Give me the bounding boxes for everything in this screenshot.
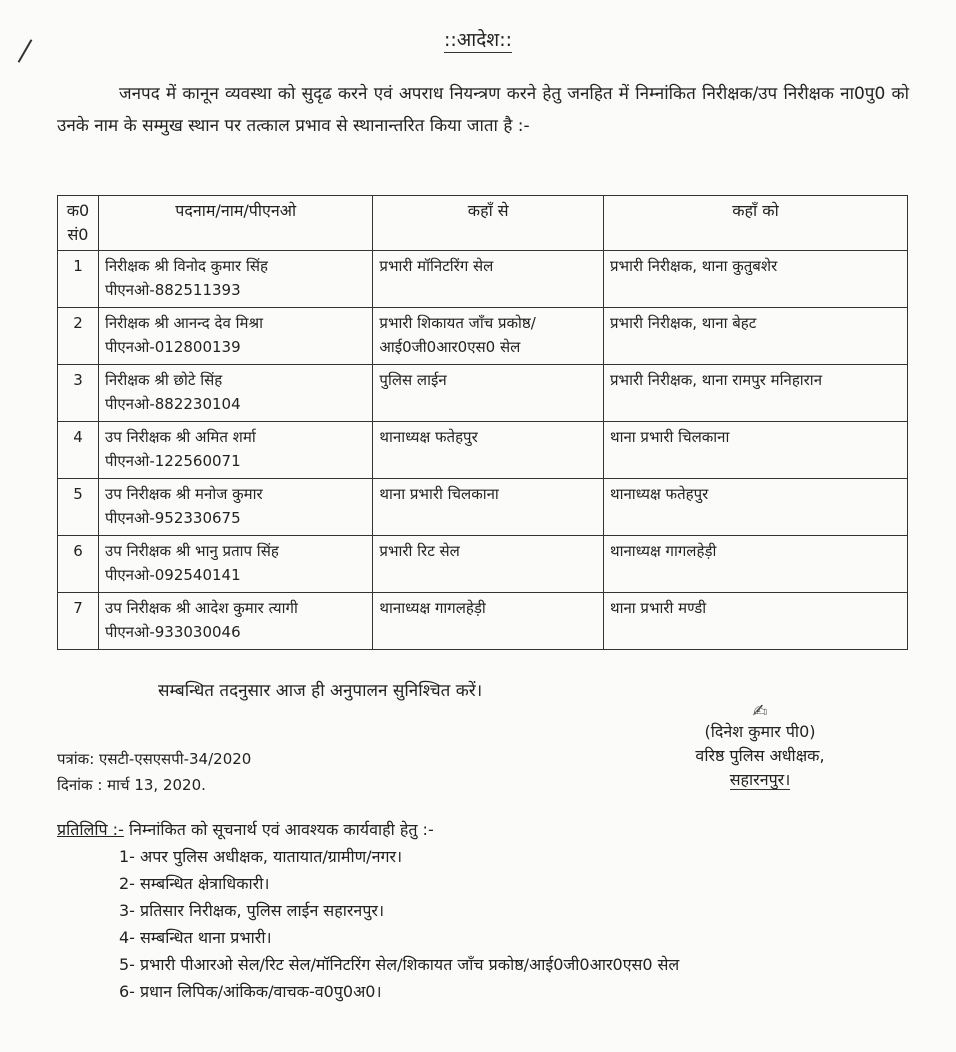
cell-to: प्रभारी निरीक्षक, थाना कुतुबशेर: [603, 251, 907, 308]
officer-name: उप निरीक्षक श्री भानु प्रताप सिंह: [104, 542, 279, 560]
intro-text: जनपद में कानून व्यवस्था को सुदृढ करने एवं अपराध नियन्त्रण करने हेतु जनहित में निम्नांकित निरीक्षक/उप निरीक्षक ना0पु0 को उनके नाम के सम्मुख स्थान पर तत्काल प्रभाव से स्थानान्तरित किया जाता है :-: [57, 84, 909, 136]
table-row: [58, 479, 908, 536]
cell-to: थानाध्यक्ष गागलहेड़ी: [603, 536, 907, 593]
cell-sno: 6: [58, 536, 99, 593]
signatory-city: सहारनपुर।: [729, 770, 791, 789]
officer-name: उप निरीक्षक श्री अमित शर्मा: [104, 428, 256, 446]
cell-sno: 2: [58, 308, 99, 365]
table-row: [58, 251, 908, 308]
closing-line: सम्बन्धित तदनुसार आज ही अनुपालन सुनिश्चित करें।: [158, 681, 483, 701]
table-row: [58, 593, 908, 650]
officer-name: निरीक्षक श्री आनन्द देव मिश्रा: [104, 314, 263, 332]
cell-name: [98, 422, 372, 479]
officer-pno: पीएनओ-012800139: [104, 338, 241, 356]
cell-sno: 7: [58, 593, 99, 650]
cell-to: थाना प्रभारी मण्डी: [603, 593, 907, 650]
copy-to-section: [57, 816, 679, 1005]
officer-pno: पीएनओ-882511393: [104, 281, 241, 299]
table-row: [58, 365, 908, 422]
officer-name: निरीक्षक श्री छोटे सिंह: [104, 371, 223, 389]
title-text: ::आदेश::: [443, 29, 513, 51]
copy-to-heading: [57, 816, 679, 843]
cell-from: प्रभारी शिकायत जाँच प्रकोष्ठ/ आई0जी0आर0एस0 सेल: [373, 308, 604, 365]
document-title: [0, 26, 956, 52]
officer-pno: पीएनओ-882230104: [104, 395, 241, 413]
officer-pno: पीएनओ-952330675: [104, 509, 241, 527]
cell-sno: 4: [58, 422, 99, 479]
cell-from: थानाध्यक्ष फतेहपुर: [373, 422, 604, 479]
header-to: कहाँ को: [603, 196, 907, 251]
header-name: पदनाम/नाम/पीएनओ: [98, 196, 372, 251]
signatory-city-wrap: [660, 768, 860, 792]
cell-name: [98, 308, 372, 365]
reference-block: [57, 746, 251, 798]
cell-to: थाना प्रभारी चिलकाना: [603, 422, 907, 479]
table-row: [58, 422, 908, 479]
officer-name: उप निरीक्षक श्री आदेश कुमार त्यागी: [104, 599, 298, 617]
cell-from: प्रभारी मॉनिटरिंग सेल: [373, 251, 604, 308]
copy-to-list: [57, 843, 679, 1005]
table-header-row: [58, 196, 908, 251]
copy-to-text: निम्नांकित को सूचनार्थ एवं आवश्यक कार्यवाही हेतु :-: [128, 820, 434, 839]
list-item: 6- प्रधान लिपिक/आंकिक/वाचक-व0पु0अ0।: [119, 982, 382, 1001]
cell-name: [98, 251, 372, 308]
cell-from: थाना प्रभारी चिलकाना: [373, 479, 604, 536]
cell-sno: 5: [58, 479, 99, 536]
cell-from: प्रभारी रिट सेल: [373, 536, 604, 593]
cell-to: थानाध्यक्ष फतेहपुर: [603, 479, 907, 536]
header-sno: क0 सं0: [58, 196, 99, 251]
list-item: 3- प्रतिसार निरीक्षक, पुलिस लाईन सहारनपुर।: [119, 901, 385, 920]
officer-name: उप निरीक्षक श्री मनोज कुमार: [104, 485, 263, 503]
list-item: 5- प्रभारी पीआरओ सेल/रिट सेल/मॉनिटरिंग सेल/शिकायत जाँच प्रकोष्ठ/आई0जी0आर0एस0 सेल: [119, 955, 680, 974]
list-item: 1- अपर पुलिस अधीक्षक, यातायात/ग्रामीण/नगर।: [119, 847, 403, 866]
cell-name: [98, 479, 372, 536]
header-from: कहाँ से: [373, 196, 604, 251]
officer-pno: पीएनओ-122560071: [104, 452, 241, 470]
cell-from: पुलिस लाईन: [373, 365, 604, 422]
copy-to-label: प्रतिलिपि :-: [57, 820, 124, 839]
cell-to: प्रभारी निरीक्षक, थाना बेहट: [603, 308, 907, 365]
signatory-name: (दिनेश कुमार पी0): [704, 722, 816, 741]
transfer-table: [57, 195, 908, 650]
cell-from: थानाध्यक्ष गागलहेड़ी: [373, 593, 604, 650]
intro-paragraph: [57, 78, 909, 142]
officer-pno: पीएनओ-933030046: [104, 623, 241, 641]
signature-block: [660, 700, 860, 792]
cell-name: [98, 365, 372, 422]
signature-icon: ✍: [752, 701, 768, 722]
officer-name: निरीक्षक श्री विनोद कुमार सिंह: [104, 257, 268, 275]
table-row: [58, 536, 908, 593]
cell-name: [98, 536, 372, 593]
officer-pno: पीएनओ-092540141: [104, 566, 241, 584]
cell-to: प्रभारी निरीक्षक, थाना रामपुर मनिहारान: [603, 365, 907, 422]
signatory-designation: वरिष्ठ पुलिस अधीक्षक,: [695, 746, 825, 765]
table-row: [58, 308, 908, 365]
list-item: 4- सम्बन्धित थाना प्रभारी।: [119, 928, 272, 947]
letter-number: पत्रांक: एसटी-एसएसपी-34/2020: [57, 750, 252, 768]
list-item: 2- सम्बन्धित क्षेत्राधिकारी।: [119, 874, 270, 893]
cell-sno: 1: [58, 251, 99, 308]
cell-sno: 3: [58, 365, 99, 422]
letter-date: दिनांक : मार्च 13, 2020.: [57, 776, 206, 794]
cell-name: [98, 593, 372, 650]
